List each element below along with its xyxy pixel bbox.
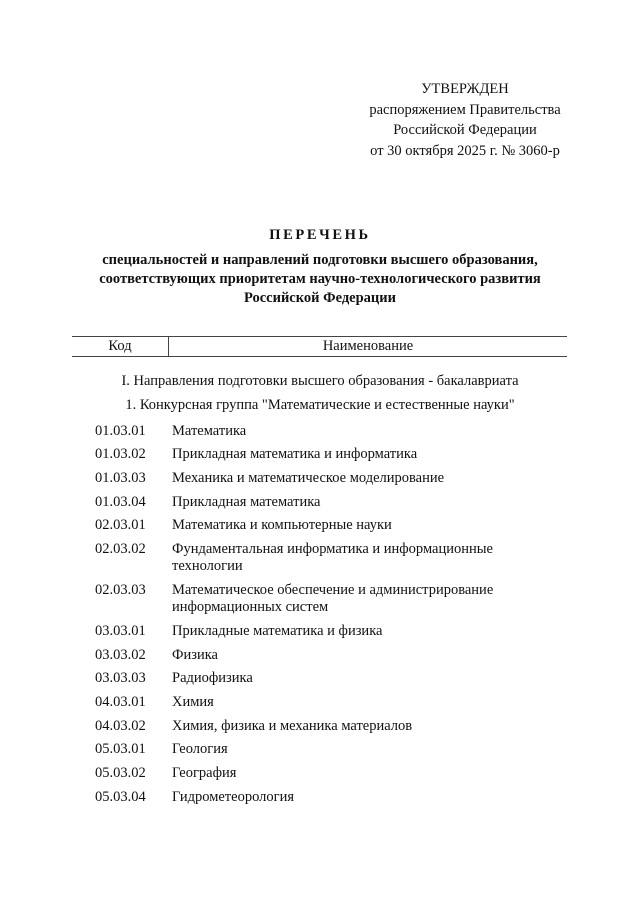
row-code: 02.03.03 — [95, 582, 146, 598]
row-name: Физика — [172, 647, 218, 663]
row-name: Химия, физика и механика материалов — [172, 718, 413, 734]
approval-line-date: от 30 октября 2025 г. № 3060-р — [370, 142, 560, 159]
approval-line-approved: УТВЕРЖДЕН — [421, 81, 509, 97]
table-header — [72, 336, 567, 357]
row-name: Фундаментальная информатика и информационные технологии — [172, 541, 493, 574]
subtitle-line-1: специальностей и направлений подготовки высшего образования, — [102, 252, 538, 268]
column-header-name: Наименование — [322, 338, 414, 354]
row-code: 02.03.02 — [95, 541, 146, 557]
approval-line-federation: Российской Федерации — [393, 122, 537, 138]
row-code: 01.03.02 — [95, 446, 146, 462]
row-code: 04.03.01 — [95, 694, 146, 710]
row-code: 04.03.02 — [95, 718, 146, 734]
row-name: Математика — [172, 423, 247, 439]
row-name: Механика и математическое моделирование — [172, 470, 445, 486]
approval-line-order: распоряжением Правительства — [369, 101, 561, 118]
row-code: 03.03.01 — [95, 623, 146, 639]
row-name: География — [172, 765, 237, 781]
row-code: 01.03.04 — [95, 494, 146, 510]
document-title: ПЕРЕЧЕНЬ — [269, 227, 371, 243]
group-heading: 1. Конкурсная группа "Математические и естественные науки" — [125, 397, 515, 413]
row-code: 05.03.02 — [95, 765, 146, 781]
column-header-code: Код — [72, 337, 169, 356]
row-code: 03.03.02 — [95, 647, 146, 663]
row-code: 01.03.01 — [95, 423, 146, 439]
document-subtitle — [0, 251, 640, 308]
row-code: 02.03.01 — [95, 517, 146, 533]
row-code: 01.03.03 — [95, 470, 146, 486]
row-code: 05.03.04 — [95, 789, 146, 805]
row-name: Математическое обеспечение и администрирование информационных систем — [172, 582, 494, 615]
subtitle-line-3: Российской Федерации — [243, 290, 396, 306]
subtitle-line-2: соответствующих приоритетам научно-технологического развития — [99, 271, 541, 287]
section-heading: I. Направления подготовки высшего образования - бакалавриата — [121, 373, 519, 389]
row-name: Прикладные математика и физика — [172, 623, 383, 639]
row-name: Прикладная математика — [172, 494, 321, 510]
row-name: Химия — [172, 694, 214, 710]
row-name: Радиофизика — [172, 670, 253, 686]
approval-block — [340, 79, 590, 161]
row-name: Математика и компьютерные науки — [172, 517, 392, 533]
row-code: 05.03.01 — [95, 741, 146, 757]
row-name: Гидрометеорология — [172, 789, 294, 805]
row-code: 03.03.03 — [95, 670, 146, 686]
row-name: Геология — [172, 741, 228, 757]
row-name: Прикладная математика и информатика — [172, 446, 418, 462]
